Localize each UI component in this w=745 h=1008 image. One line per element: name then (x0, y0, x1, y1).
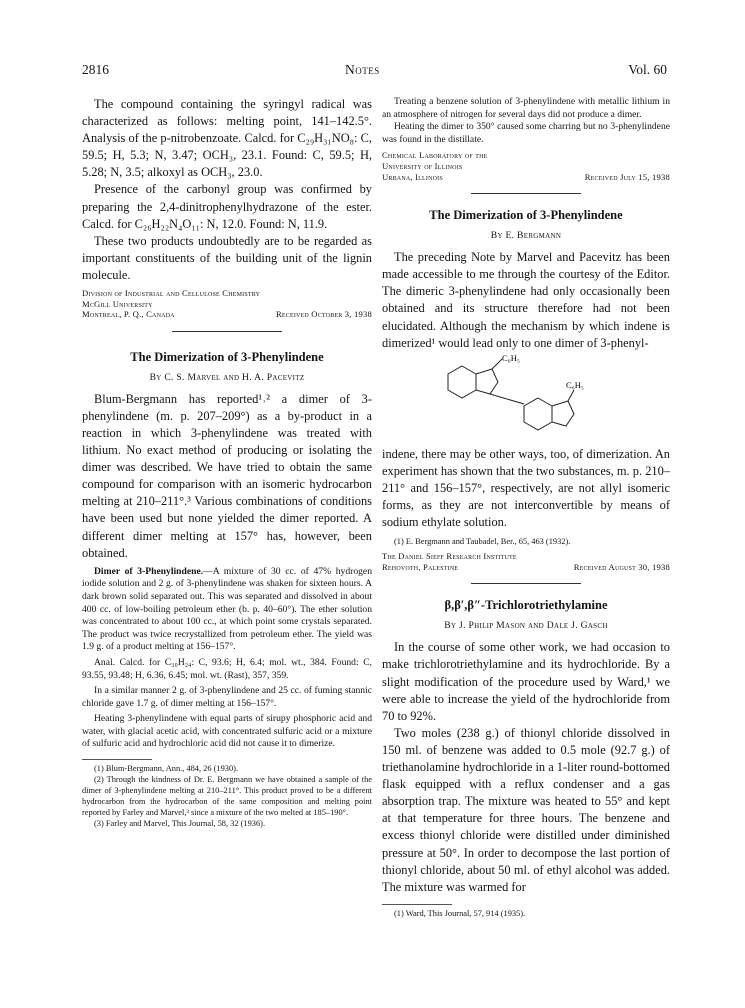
running-head: Notes (345, 62, 380, 77)
experimental-paragraph: Heating 3-phenylindene with equal parts of sirupy phosphoric acid and water, with glacial acetic acid, with concentrated sulfuric acid or a mixture of sulfuric acid and hydrochloric acid did not cause it to dimerize. (82, 713, 372, 750)
footnote: (1) Ward, This Journal, 57, 914 (1935). (394, 908, 526, 918)
right-column (382, 96, 670, 919)
affiliation-line: Montreal, P. Q., Canada (82, 309, 175, 320)
affiliation-line: Division of Industrial and Cellulose Chemistry (82, 288, 261, 299)
article-title: The Dimerization of 3-Phenylindene (130, 349, 324, 364)
experimental-paragraph: In a similar manner 2 g. of 3-phenylindene and 25 cc. of fuming stannic chloride gave 1.7 g. of dimer melting at 156–157°. (82, 685, 372, 709)
paragraph: Blum-Bergmann has reported¹˒² a dimer of 3-phenylindene (m. p. 207–209°) as a by-product in a reaction in which 3-phenylindene was treated with lithium. No exact method of producing or isolating the dimer was described. We have tried to obtain the same compound for comparison with an isomeric hydrocarbon melting at 210–211°.³ Various combinations of conditions have been used but none yielded the dimer reported. A different dimer melting at 157° has, however, been obtained. (82, 391, 372, 560)
paragraph: Two moles (238 g.) of thionyl chloride dissolved in 150 ml. of benzene was added to 0.5 mole (92.7 g.) of triethanolamine hydrochloride in a 1-liter round-bottomed flask equipped with a reflux condenser and a gas absorption trap. The mixture was heated to 55° and kept at that temperature for three hours. The benzene and excess thionyl chloride were distilled under diminished pressure at 50°. In order to decompose the last portion of thionyl chloride, about 50 ml. of ethyl alcohol was added. The mixture was warmed for (382, 725, 670, 894)
paragraph: These two products undoubtedly are to be regarded as important constituents of the building unit of the lignin molecule. (82, 233, 372, 282)
experimental-heading: Dimer of 3-Phenylindene. (94, 565, 204, 577)
footnote: (3) Farley and Marvel, This Journal, 58, 32 (1936). (94, 819, 266, 829)
affiliation-line: Chemical Laboratory of the (382, 150, 488, 161)
left-column (82, 96, 372, 829)
byline: By C. S. Marvel and H. A. Pacevitz (149, 371, 305, 383)
byline: By E. Bergmann (490, 230, 562, 242)
affiliation-line: University of Illinois (382, 160, 463, 171)
chemical-structure (382, 352, 670, 444)
experimental-paragraph: Treating a benzene solution of 3-phenylindene with metallic lithium in an atmosphere of nitrogen for several days did not produce a dimer. (382, 96, 670, 120)
byline: By J. Philip Mason and Dale J. Gasch (444, 620, 608, 632)
page-number: 2816 (82, 62, 109, 77)
divider (172, 331, 282, 332)
received-date: Received October 3, 1938 (275, 309, 372, 320)
footnote: (1) Blum-Bergmann, Ann., 484, 26 (1930). (94, 764, 239, 774)
article-title: The Dimerization of 3-Phenylindene (429, 208, 623, 223)
experimental-text: —A mixture of 30 cc. of 47% hydrogen iodide solution and 2 g. of 3-phenylindene was shaken for sixteen hours. A dark brown solid separated out. This was separated and dissolved in about 400 cc. of low-boiling petroleum ether (b. p. 40–60°). The ether solution was concentrated to about 100 cc., at which point some crystals separated. The product was twice recrystallized from petroleum ether. The yield was 1.9 g. of a product melting at 156–157°. (82, 565, 372, 653)
experimental-paragraph (82, 566, 372, 654)
substituent-label: C₆H₅ (566, 379, 584, 390)
volume-label: Vol. 60 (628, 62, 667, 77)
paragraph: The compound containing the syringyl radical was characterized as follows: melting point, 141–142.5°. Analysis of the p-nitrobenzoate. Calcd. for C₂₉H₃₁NO₈: C, 59.5; H, 5.3; N, 3.47; OCH₃, 23.1. Found: C, 59.5; H, 5.28; N, 3.5; alkoxyl as OCH₃, 23.0. (82, 97, 372, 180)
received-date: Received August 30, 1938 (573, 561, 670, 572)
dimer-structure-diagram (432, 352, 642, 444)
paragraph: In the course of some other work, we had occasion to make trichlorotriethylamine and its hydrochloride. By a slight modification of the procedure used by Ward,¹ we were able to increase the yield of the hydrochloride from 70 to 92%. (382, 640, 670, 723)
paragraph: Presence of the carbonyl group was confirmed by preparing the 2,4-dinitrophenylhydrazone of the ester. Calcd. for C₂₆H₂₂N₄O₁₁: N, 12.0. Found: N, 11.9. (82, 182, 372, 231)
affiliation-line: Rehovoth, Palestine (382, 561, 459, 572)
divider (471, 193, 581, 194)
divider (471, 583, 581, 584)
footnote-divider (82, 759, 152, 760)
affiliation-line: McGill University (82, 298, 153, 309)
analysis-paragraph: Anal. Calcd. for C₃₀H₂₄: C, 93.6; H, 6.4; mol. wt., 384. Found: C, 93.55, 93.48; H, 6.36, 6.45; mol. wt. (Rast), 357, 359. (82, 656, 372, 681)
experimental-paragraph: Heating the dimer to 350° caused some charring but no 3-phenylindene was found in the distillate. (382, 121, 670, 145)
paragraph: The preceding Note by Marvel and Pacevitz has been made accessible to me through the courtesy of the Editor. The dimeric 3-phenylindene had only occasionally been obtained and its structure therefore had not been elucidated. Although the mechanism by which indene is dimerized¹ would lead only to one dimer of 3-phenyl- (382, 250, 670, 350)
footnote: (1) E. Bergmann and Taubadel, Ber., 65, 463 (1932). (394, 537, 571, 547)
footnote: (2) Through the kindness of Dr. E. Bergmann we have obtained a sample of the dimer of 3-phenylindene melting at 210–211°. This product proved to be a different hydrocarbon from the hydrocarbon of the same composition and melting point reported by Farley and Marvel,³ since a mixture of the two melted at 185–190°. (82, 775, 372, 818)
affiliation-line: The Daniel Sieff Research Institute (382, 551, 517, 562)
received-date: Received July 15, 1938 (584, 171, 670, 182)
paragraph: indene, there may be other ways, too, of dimerization. An experiment has shown that the two substances, m. p. 210–211° and 156–157°, respectively, are not allyl isomeric forms, as they are not interconvertible by means of sodium ethylate solution. (382, 446, 670, 530)
article-title: β,β′,β″-Trichlorotriethylamine (444, 598, 608, 613)
substituent-label: C₆H₅ (502, 352, 520, 363)
affiliation-line: Urbana, Illinois (382, 171, 443, 182)
footnote-divider (382, 904, 452, 905)
